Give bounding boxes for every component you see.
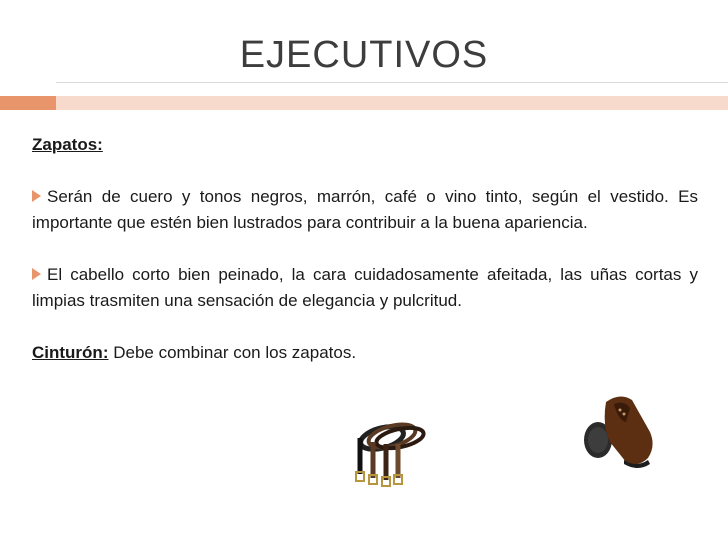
slide-title: EJECUTIVOS (239, 34, 489, 76)
accent-bar-right (56, 96, 728, 110)
header-rule (56, 82, 728, 83)
bullet-paragraph (32, 262, 698, 314)
bullet-text: Serán de cuero y tonos negros, marrón, café o vino tinto, según el vestido. Es importante que estén bien lustrados para contribuir a la buena apariencia. (32, 187, 698, 232)
spacer (32, 236, 698, 262)
belts-image (340, 408, 440, 488)
belt-text: Debe combinar con los zapatos. (108, 343, 357, 362)
bullet-paragraph (32, 184, 698, 236)
belt-paragraph (32, 340, 698, 366)
bullet-text: El cabello corto bien peinado, la cara cuidadosamente afeitada, las uñas cortas y limpias trasmiten una sensación de elegancia y pulcritud. (32, 265, 698, 310)
arrow-bullet-icon (32, 190, 41, 202)
shoe-image (580, 382, 660, 472)
accent-bar-left (0, 96, 56, 110)
arrow-bullet-icon (32, 268, 41, 280)
section-heading-cinturon: Cinturón: (32, 343, 109, 362)
spacer (32, 314, 698, 340)
spacer (32, 158, 698, 184)
slide-content (32, 132, 698, 366)
section-heading-zapatos: Zapatos: (32, 135, 103, 154)
